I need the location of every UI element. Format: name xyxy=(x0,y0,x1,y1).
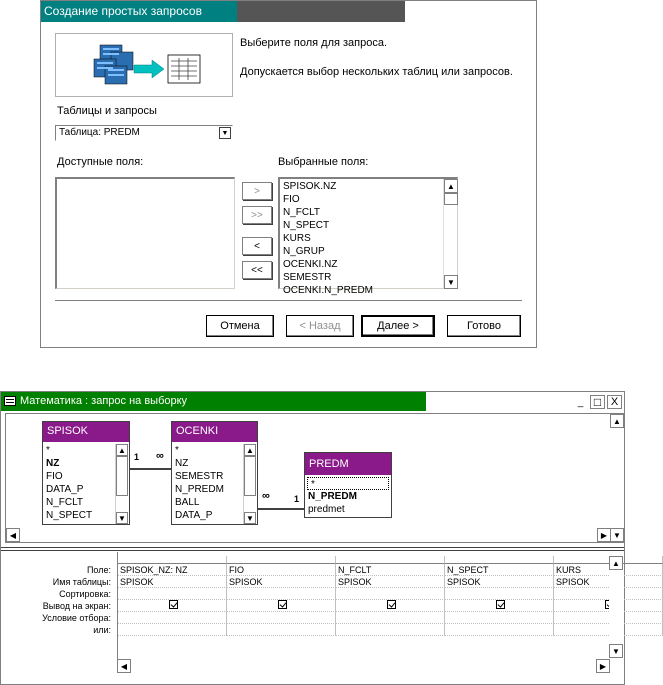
grid-row-label: Поле: xyxy=(86,565,111,575)
selected-field-item[interactable]: KURS xyxy=(283,233,311,244)
scroll-down-icon[interactable]: ▼ xyxy=(444,275,458,289)
wizard-divider xyxy=(55,300,522,302)
grid-empty-cell[interactable] xyxy=(445,624,554,636)
pane-splitter[interactable] xyxy=(1,547,624,551)
table-ocenki-scrollbar[interactable]: ▲ ▼ xyxy=(243,444,257,524)
grid-field-cell[interactable]: N_SPECT xyxy=(445,564,554,576)
remove-field-button[interactable]: < xyxy=(242,237,272,255)
relation-1-from: 1 xyxy=(134,452,140,462)
grid-table-cell[interactable]: SPISOK xyxy=(336,576,445,588)
grid-row-label: Вывод на экран: xyxy=(42,601,111,611)
back-button[interactable]: < Назад xyxy=(286,315,354,337)
table-predm[interactable] xyxy=(304,452,392,518)
grid-field-cell[interactable]: SPISOK_NZ: NZ xyxy=(118,564,227,576)
table-field[interactable]: NZ xyxy=(46,458,60,469)
close-button[interactable]: X xyxy=(607,395,622,409)
grid-empty-cell[interactable] xyxy=(445,612,554,624)
table-spisok-scrollbar[interactable]: ▲ ▼ xyxy=(115,444,129,524)
grid-empty-cell[interactable] xyxy=(445,588,554,600)
query-window-icon xyxy=(4,396,16,406)
available-label: Доступные поля: xyxy=(57,156,144,168)
wizard-desc-1: Выберите поля для запроса. xyxy=(240,37,388,49)
tables-label: Таблицы и запросы xyxy=(57,105,157,117)
tables-pane-hscroll[interactable]: ◀ ▶ xyxy=(6,528,611,542)
selected-field-item[interactable]: OCENKI.N_PREDM xyxy=(283,285,374,296)
available-fields-list[interactable] xyxy=(55,177,235,289)
minimize-button[interactable]: _ xyxy=(573,395,588,409)
grid-show-cell[interactable] xyxy=(336,600,445,612)
selected-field-item[interactable]: SEMESTR xyxy=(283,272,332,283)
table-field[interactable]: DATA_P xyxy=(46,484,84,495)
finish-button[interactable]: Готово xyxy=(447,315,521,337)
grid-empty-cell[interactable] xyxy=(336,612,445,624)
grid-empty-cell[interactable] xyxy=(336,624,445,636)
grid-empty-cell[interactable] xyxy=(118,624,227,636)
tables-select-value: Таблица: PREDM xyxy=(59,127,140,138)
grid-empty-cell[interactable] xyxy=(227,612,336,624)
grid-empty-cell[interactable] xyxy=(227,588,336,600)
selected-field-item[interactable]: SPISOK.NZ xyxy=(283,181,337,192)
selected-field-item[interactable]: N_FCLT xyxy=(283,207,321,218)
selected-list-scrollbar[interactable] xyxy=(443,179,457,289)
wizard-title-bar xyxy=(41,1,405,22)
relation-1-to: ∞ xyxy=(156,450,164,462)
show-checkbox[interactable] xyxy=(496,600,505,609)
relation-2-to: 1 xyxy=(294,494,300,504)
grid-field-cell[interactable]: FIO xyxy=(227,564,336,576)
grid-empty-cell[interactable] xyxy=(336,588,445,600)
show-checkbox[interactable] xyxy=(387,600,396,609)
grid-row-label: Условие отбора: xyxy=(42,613,111,623)
table-field[interactable]: NZ xyxy=(175,458,189,469)
table-field[interactable]: SEMESTR xyxy=(175,471,224,482)
grid-table-cell[interactable]: SPISOK xyxy=(227,576,336,588)
grid-vscroll[interactable]: ▲ ▼ xyxy=(609,556,623,658)
tables-to-query-icon xyxy=(56,34,234,98)
query-title: Математика : запрос на выборку xyxy=(20,395,188,407)
grid-show-cell[interactable] xyxy=(118,600,227,612)
table-field[interactable]: BALL xyxy=(175,497,200,508)
grid-table-cell[interactable]: SPISOK xyxy=(118,576,227,588)
wizard-illustration xyxy=(55,33,233,97)
maximize-button[interactable]: □ xyxy=(590,395,605,409)
grid-show-cell[interactable] xyxy=(445,600,554,612)
show-checkbox[interactable] xyxy=(169,600,178,609)
table-field[interactable]: N_PREDM xyxy=(308,491,357,502)
table-field[interactable]: N_FCLT xyxy=(46,497,84,508)
remove-all-fields-button[interactable]: << xyxy=(242,261,272,279)
table-field[interactable]: predmet xyxy=(308,504,345,515)
design-grid xyxy=(1,552,624,684)
selected-field-item[interactable]: OCENKI.NZ xyxy=(283,259,338,270)
grid-row-label: Имя таблицы: xyxy=(52,577,111,587)
selected-field-item[interactable]: N_SPECT xyxy=(283,220,330,231)
selected-field-item[interactable]: FIO xyxy=(283,194,300,205)
grid-empty-cell[interactable] xyxy=(118,612,227,624)
chevron-down-icon[interactable]: ▼ xyxy=(219,127,231,139)
table-spisok-name: SPISOK xyxy=(43,422,129,442)
grid-column-selector[interactable] xyxy=(118,556,227,564)
wizard-desc-2: Допускается выбор нескольких таблиц или запросов. xyxy=(240,66,513,78)
grid-show-cell[interactable] xyxy=(227,600,336,612)
tables-select[interactable] xyxy=(55,125,233,141)
grid-empty-cell[interactable] xyxy=(118,588,227,600)
wizard-dialog xyxy=(40,0,537,348)
table-field[interactable]: * xyxy=(46,445,50,456)
tables-pane-vscroll[interactable]: ▲ ▼ xyxy=(610,414,624,542)
add-field-button[interactable]: > xyxy=(242,182,272,200)
table-field[interactable]: * xyxy=(307,477,389,490)
relation-2-from: ∞ xyxy=(262,490,270,502)
table-ocenki[interactable] xyxy=(171,421,258,525)
query-window xyxy=(0,391,625,685)
selected-fields-list[interactable] xyxy=(278,177,458,296)
cancel-button[interactable]: Отмена xyxy=(206,315,274,337)
show-checkbox[interactable] xyxy=(278,600,287,609)
grid-field-cell[interactable]: N_FCLT xyxy=(336,564,445,576)
grid-column-selector[interactable] xyxy=(445,556,554,564)
grid-empty-cell[interactable] xyxy=(227,624,336,636)
wizard-title: Создание простых запросов xyxy=(44,4,202,18)
grid-column-selector[interactable] xyxy=(336,556,445,564)
selected-label: Выбранные поля: xyxy=(278,156,369,168)
table-ocenki-name: OCENKI xyxy=(172,422,257,442)
table-field[interactable]: * xyxy=(175,445,179,456)
grid-row-label: Сортировка: xyxy=(59,589,111,599)
table-field[interactable]: DATA_P xyxy=(175,510,213,521)
grid-row-label: или: xyxy=(93,625,111,635)
add-all-fields-button[interactable]: >> xyxy=(242,206,272,224)
grid-table-cell[interactable]: SPISOK xyxy=(554,576,663,588)
query-title-bar xyxy=(1,392,426,411)
table-spisok[interactable] xyxy=(42,421,130,525)
grid-field-cell[interactable]: KURS xyxy=(554,564,663,576)
table-predm-name: PREDM xyxy=(305,453,391,475)
grid-column-selector[interactable] xyxy=(227,556,336,564)
table-field[interactable]: N_PREDM xyxy=(175,484,224,495)
next-button[interactable]: Далее > xyxy=(361,315,435,337)
selected-field-item[interactable]: N_GRUP xyxy=(283,246,325,257)
grid-hscroll[interactable]: ◀ ▶ xyxy=(117,659,610,673)
tables-pane xyxy=(5,413,625,543)
table-field[interactable]: FIO xyxy=(46,471,63,482)
table-field[interactable]: N_SPECT xyxy=(46,510,93,521)
scroll-up-icon[interactable]: ▲ xyxy=(444,179,458,193)
grid-table-cell[interactable]: SPISOK xyxy=(445,576,554,588)
